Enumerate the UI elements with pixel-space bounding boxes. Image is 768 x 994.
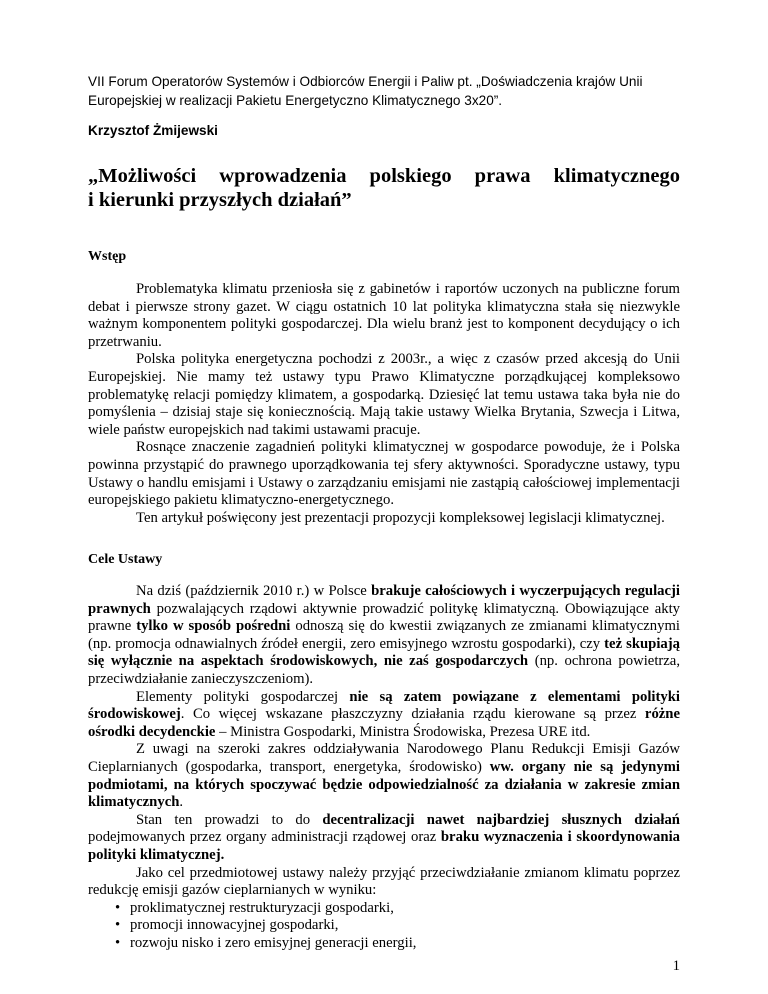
title-line-1: „Możliwości wprowadzenia polskiego prawa klimatycznego	[88, 165, 680, 187]
list-item: • proklimatycznej restrukturyzacji gospodarki,	[115, 899, 394, 916]
paragraph: Z uwagi na szeroki zakres oddziaływania Narodowego Planu Redukcji Emisji Gazów Cieplarnianych (gospodarka, transport, energetyka, środowisko) ww. organy nie są jedynymi podmiotami, na których spoczywać będzie odpowiedzialność za działania w zakresie zmian klimatycznych.	[88, 741, 680, 811]
paragraph: Ten artykuł poświęcony jest prezentacji propozycji kompleksowej legislacji klimatycznej.	[136, 509, 665, 526]
paragraph: Stan ten prowadzi to do decentralizacji nawet najbardziej słusznych działań podejmowanych przez organy administracji rządowej oraz braku wyznaczenia i skoordynowania polityki klimatycznej.	[88, 811, 680, 863]
title-line-2: i kierunki przyszłych działań”	[88, 189, 352, 211]
bullet-icon: •	[115, 899, 121, 916]
paragraph: Problematyka klimatu przeniosła się z gabinetów i raportów uczonych na publiczne forum debat i pierwsze strony gazet. W ciągu ostatnich 10 lat polityka klimatyczna stała się niezwykle ważnym komponentem polityki gospodarczej. Dla wielu branż jest to komponent decydujący o ich przetrwaniu.	[88, 281, 680, 350]
section-goals-body	[88, 583, 680, 952]
bullet-icon: •	[115, 917, 121, 934]
paragraph: Rosnące znaczenie zagadnień polityki klimatycznej w gospodarce powoduje, że i Polska powinna przystąpić do prawnego uporządkowania tej sfery aktywności. Sporadyczne ustawy, typu Ustawy o handlu emisjami i Ustawy o zarządzaniu emisjami nie zastąpią całościowej implementacji europejskiego pakietu klimatyczno-energetycznego.	[88, 439, 680, 509]
paragraph: Polska polityka energetyczna pochodzi z 2003r., a więc z czasów przed akcesją do Unii Europejskiej. Nie mamy też ustawy typu Prawo Klimatyczne porządkującej kompleksowo problematykę relacji pomiędzy klimatem, a gospodarką. Dziesięć lat temu ustawa taka była nie do pomyślenia – dzisiaj staje się koniecznością. Mają takie ustawy Wielka Brytania, Szwecja i Litwa, wiele państw europejskich nad takimi ustawami pracuje.	[88, 351, 680, 438]
section-heading-intro: Wstęp	[88, 249, 127, 264]
paragraph: Jako cel przedmiotowej ustawy należy przyjąć przeciwdziałanie zmianom klimatu poprzez redukcję emisji gazów cieplarnianych w wyniku:	[88, 864, 680, 899]
section-heading-goals: Cele Ustawy	[88, 552, 163, 567]
document-title	[88, 164, 680, 212]
goals-list	[88, 900, 680, 953]
paragraph: Elementy polityki gospodarczej nie są zatem powiązane z elementami polityki środowiskowej. Co więcej wskazane płaszczyzny działania rządu kierowane są przez różne ośrodki decydenckie – Ministra Gospodarki, Ministra Środowiska, Prezesa URE itd.	[88, 688, 680, 740]
page-number: 1	[672, 958, 680, 974]
bullet-icon: •	[115, 934, 121, 951]
section-intro-body	[88, 281, 680, 527]
paragraph: Na dziś (październik 2010 r.) w Polsce brakuje całościowych i wyczerpujących regulacji prawnych pozwalających rządowi aktywnie prowadzić politykę klimatyczną. Obowiązujące akty prawne tylko w sposób pośredni odnoszą się do kwestii związanych ze zmianami klimatycznymi (np. promocja odnawialnych źródeł energii, zero emisyjnego wzrostu gospodarki), czy też skupiają się wyłącznie na aspektach środowiskowych, nie zaś gospodarczych (np. ochrona powietrza, przeciwdziałanie zanieczyszczeniom).	[88, 583, 681, 687]
list-item: • rozwoju nisko i zero emisyjnej generacji energii,	[115, 934, 417, 951]
author-name: Krzysztof Żmijewski	[88, 123, 218, 138]
document-header: VII Forum Operatorów Systemów i Odbiorców Energii i Paliw pt. „Doświadczenia krajów Unii Europejskiej w realizacji Pakietu Energetyczno Klimatycznego 3x20”.	[88, 74, 643, 108]
list-item: • promocji innowacyjnej gospodarki,	[115, 917, 339, 934]
